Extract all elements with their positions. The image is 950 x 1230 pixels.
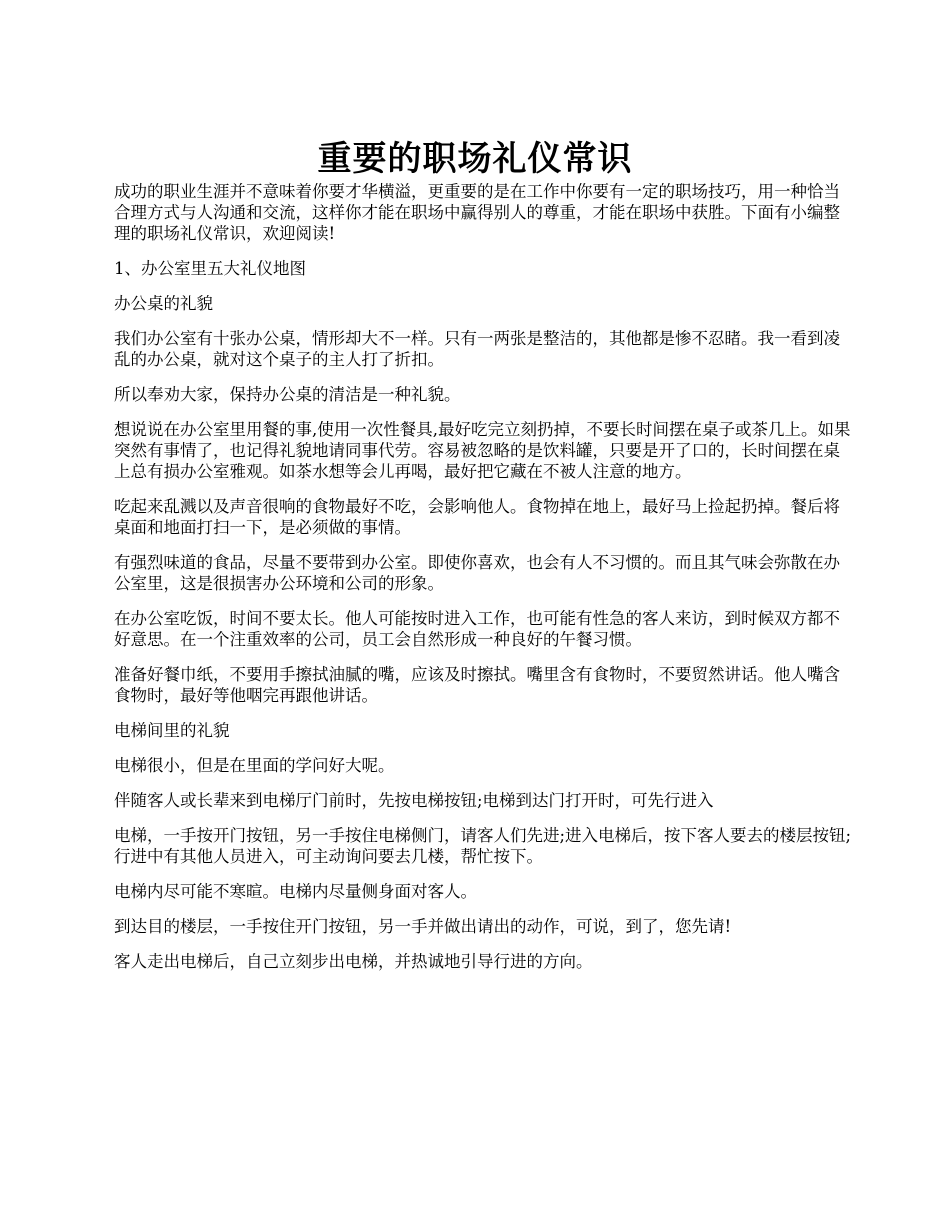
- paragraph: 电梯内尽可能不寒暄。电梯内尽量侧身面对客人。: [114, 882, 477, 901]
- paragraph: 所以奉劝大家，保持办公桌的清洁是一种礼貌。: [114, 385, 461, 404]
- paragraph: 我们办公室有十张办公桌，情形却大不一样。只有一两张是整洁的，其他都是惨不忍睹。我一看到凌乱的办公桌，就对这个桌子的主人打了折扣。: [114, 329, 840, 369]
- subheading-elevator-etiquette: 电梯间里的礼貌: [114, 721, 230, 740]
- paragraph: 有强烈味道的食品，尽量不要带到办公室。即使你喜欢，也会有人不习惯的。而且其气味会弥散在办公室里，这是很损害办公环境和公司的形象。: [114, 553, 840, 593]
- paragraph-intro: 成功的职业生涯并不意味着你要才华横溢，更重要的是在工作中你要有一定的职场技巧，用一种恰当合理方式与人沟通和交流，这样你才能在职场中赢得别人的尊重，才能在职场中获胜。下面有小编整理的职场礼仪常识，欢迎阅读!: [114, 182, 840, 243]
- paragraph: 电梯，一手按开门按钮，另一手按住电梯侧门，请客人们先进;进入电梯后，按下客人要去的楼层按钮;行进中有其他人员进入，可主动询问要去几楼，帮忙按下。: [114, 826, 852, 866]
- section-heading-office-etiquette: 1、办公室里五大礼仪地图: [114, 259, 306, 278]
- page-title: 重要的职场礼仪常识: [317, 138, 633, 179]
- paragraph: 想说说在办公室里用餐的事,使用一次性餐具,最好吃完立刻扔掉，不要长时间摆在桌子或茶几上。如果突然有事情了，也记得礼貌地请同事代劳。容易被忽略的是饮料罐，只要是开了口的，长时间摆在桌上总有损办公室雅观。如茶水想等会儿再喝，最好把它藏在不被人注意的地方。: [114, 420, 851, 481]
- paragraph: 到达目的楼层，一手按住开门按钮，另一手并做出请出的动作，可说，到了，您先请!: [114, 917, 732, 936]
- paragraph: 吃起来乱溅以及声音很响的食物最好不吃，会影响他人。食物掉在地上，最好马上捡起扔掉。餐后将桌面和地面打扫一下，是必须做的事情。: [114, 497, 840, 537]
- document-body: [114, 181, 852, 986]
- paragraph: 电梯很小，但是在里面的学问好大呢。: [114, 756, 395, 775]
- paragraph: 客人走出电梯后，自己立刻步出电梯，并热诚地引导行进的方向。: [114, 952, 593, 971]
- paragraph: 伴随客人或长辈来到电梯厅门前时，先按电梯按钮;电梯到达门打开时，可先行进入: [114, 791, 714, 810]
- subheading-desk-etiquette: 办公桌的礼貌: [114, 294, 213, 313]
- paragraph: 在办公室吃饭，时间不要太长。他人可能按时进入工作，也可能有性急的客人来访，到时候双方都不好意思。在一个注重效率的公司，员工会自然形成一种良好的午餐习惯。: [114, 609, 840, 649]
- paragraph: 准备好餐巾纸，不要用手擦拭油腻的嘴，应该及时擦拭。嘴里含有食物时，不要贸然讲话。他人嘴含食物时，最好等他咽完再跟他讲话。: [114, 665, 840, 705]
